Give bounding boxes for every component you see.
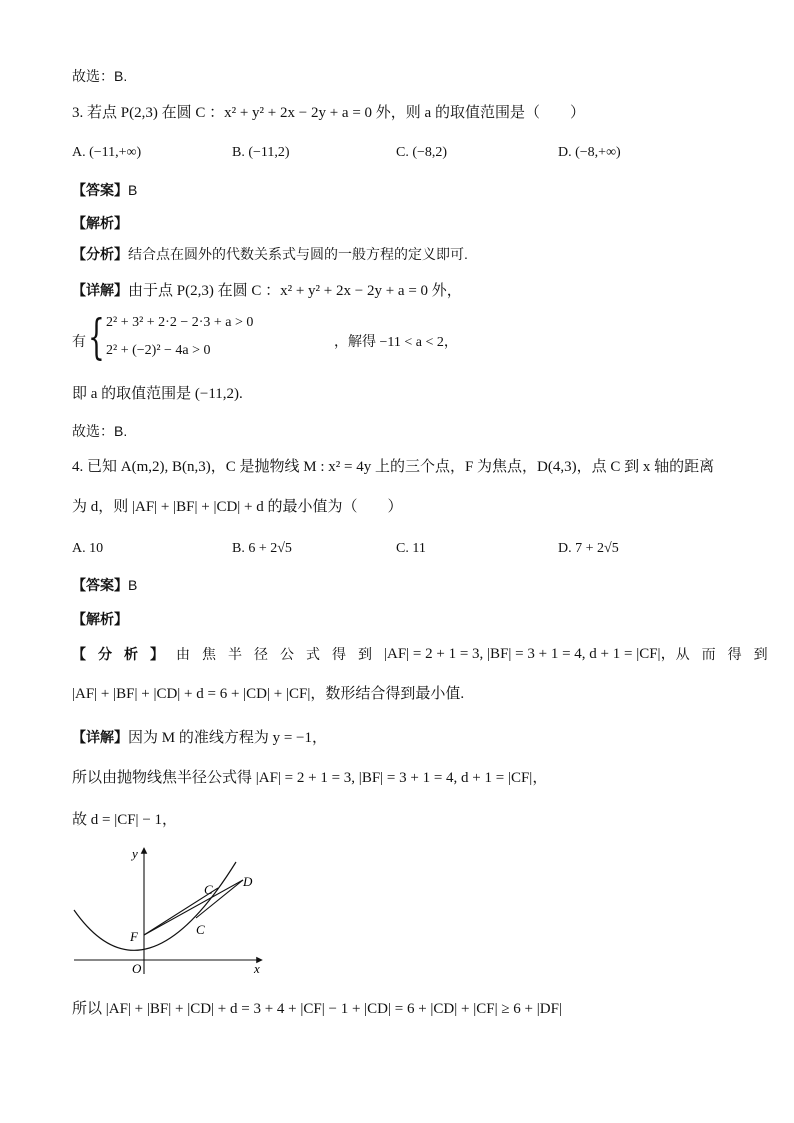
range-3: 即 a 的取值范围是 (−11,2). [72,386,243,402]
answer-3 [72,180,137,201]
xiangjie-tag: 【详解】 [72,729,128,745]
label-C-lower: C [196,922,205,937]
answer-value: B [128,577,138,593]
parabola-curve [74,862,236,950]
q4-option-d: D. 7 + 2√5 [558,541,619,556]
fenxi-math: |AF| = 2 + 1 = 3, |BF| = 3 + 1 = 4, d + 1 = |CF|， [384,646,676,662]
label-D: D [243,874,253,889]
system-prefix: 有 [72,333,86,349]
line-choose-1: 故选：B. [72,68,128,84]
parabola-figure [70,842,280,977]
xiangjie-text: 因为 M 的准线方程为 y = −1， [128,730,328,746]
q3-option-d: D. (−8,+∞) [558,145,621,160]
label-F: F [130,929,138,944]
fenxi-tag: 【分析】 [72,646,176,662]
system-result: ，解得 −11 < a < 2， [334,335,458,350]
q4-option-b: B. 6 + 2√5 [232,541,292,556]
xiangjie-4 [72,727,327,748]
answer-value: B [128,182,138,198]
label-C-upper: C [204,882,213,897]
fenxi-4-line-2: |AF| + |BF| + |CD| + d = 6 + |CD| + |CF|，数形结合得到最小值. [72,686,465,702]
question-4-line-2: 为 d，则 |AF| + |BF| + |CD| + d 的最小值为（ ） [72,499,403,515]
d-expression-line: 故 d = |CF| − 1， [72,812,178,828]
q3-option-b: B. (−11,2) [232,145,290,160]
q3-option-c: C. (−8,2) [396,145,448,160]
line-choose-2: 故选：B. [72,423,128,439]
label-x: x [254,961,260,976]
fenxi-end: 从而得到 [675,646,780,662]
fenxi-tag: 【分析】 [72,246,128,262]
analysis-tag-3: 【解析】 [72,215,128,231]
analysis-tag-4: 【解析】 [72,611,128,627]
fenxi-text: 由焦半径公式得到 [176,646,384,662]
question-3: 3. 若点 P(2,3) 在圆 C ：x² + y² + 2x − 2y + a = 0 外，则 a 的取值范围是（ ） [72,105,585,121]
fenxi-text: 结合点在圆外的代数关系式与圆的一般方程的定义即可. [128,246,468,262]
q4-option-a: A. 10 [72,541,104,556]
answer-tag: 【答案】 [72,182,128,198]
answer-tag: 【答案】 [72,577,128,593]
left-brace-icon: { [88,309,105,365]
q4-option-c: C. 11 [396,541,426,556]
answer-4 [72,575,137,596]
q3-option-a: A. (−11,+∞) [72,145,142,160]
system-eq-2: 2² + (−2)² − 4a > 0 [106,343,211,358]
fenxi-4-line-1 [72,644,780,665]
focal-radius-line: 所以由抛物线焦半径公式得 |AF| = 2 + 1 = 3, |BF| = 3 + 1 = 4, d + 1 = |CF|， [72,770,548,786]
xiangjie-tag: 【详解】 [72,282,128,298]
label-y: y [132,846,138,861]
fenxi-3 [72,244,468,265]
segment-FD [144,880,243,935]
system-eq-1: 2² + 3² + 2·2 − 2·3 + a > 0 [106,315,254,330]
xiangjie-text: 由于点 P(2,3) 在圆 C ：x² + y² + 2x − 2y + a = 0 外， [128,283,462,299]
xiangjie-3 [72,280,462,301]
question-4-line-1: 4. 已知 A(m,2), B(n,3)，C 是抛物线 M : x² = 4y 上的三个点，F 为焦点，D(4,3)，点 C 到 x 轴的距离 [72,459,715,475]
final-inequality-line: 所以 |AF| + |BF| + |CD| + d = 3 + 4 + |CF| − 1 + |CD| = 6 + |CD| + |CF| ≥ 6 + |DF| [72,1001,562,1017]
inequality-system [72,309,492,367]
label-O: O [132,961,142,976]
